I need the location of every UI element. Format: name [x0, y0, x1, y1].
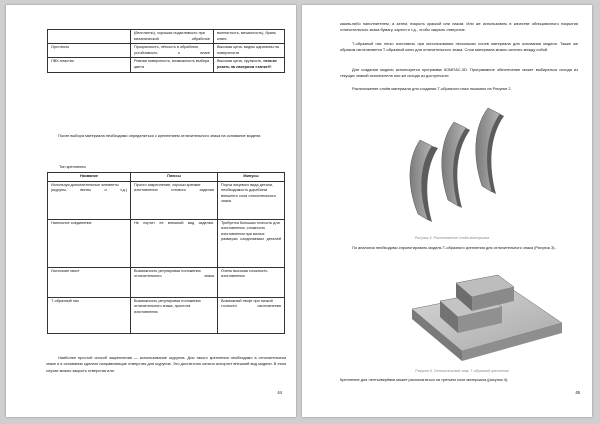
table-row [48, 44, 285, 58]
paragraph-layout: Расположение слоёв материала для создания Т-образного паза показано на Рисунке 2. [352, 86, 512, 91]
table-row [48, 297, 285, 333]
figure-4-caption: Рисунок 4. Расположение слоёв материала [414, 236, 490, 240]
table-cell: ПВХ-пластик [48, 58, 131, 72]
table-title: Тип крепления [59, 164, 86, 169]
table-cell: Требуется большая точность для изготовления, сложность изготовления при малых размерах соединяемых деталей [218, 219, 285, 267]
table-cell: Ровная поверхность, возможность выбора цвета [131, 58, 214, 72]
header-name: Название [48, 173, 131, 182]
paragraph-choice: После выбора материала необходимо определиться с креплением отличительного знака на основание модели. [58, 133, 262, 138]
table-cell: Оргстекло [48, 44, 131, 58]
paragraph-screws: Наиболее простой способ закрепления — использование шурупов. Для такого крепления необходимо в отличительном знаке и в основании сделать направляющие отверстия для шурупов. Это достаточно сильно испортит внешний вид модели. В этом случае можно закрыть отверстия или [46, 355, 286, 373]
table-cell: Ласточкин хвост [48, 267, 131, 297]
table-cell: Просто закрепление, хорошо крепкие изготовления готового изделия [131, 181, 218, 219]
header-pros: Плюсы [131, 173, 218, 182]
table-header-row [48, 173, 285, 182]
table-row [48, 181, 285, 219]
cons-text: Высокая цена, хрупкость, [217, 59, 263, 64]
table-cell [48, 30, 131, 44]
figure-5-caption: Рисунок 5. Отличительный знак. Т-образный крепления [415, 369, 509, 373]
table-row [48, 30, 285, 44]
laser-warning: нельзя резать на лазерном станке!!! [217, 59, 277, 69]
table-cell: Возможность регулировки положения отличительного знака [131, 267, 218, 297]
paragraph-analogy: По аналогии необходимо спроектировать модель Т-образного крепления для отличительного знака (Рисунок 3). [352, 245, 556, 250]
table-cell: Не портит ее внешний вид изделия. [131, 219, 218, 267]
page-number: 44 [277, 390, 282, 395]
paragraph-compas: Для создания модели используется программа КОМПАС-3D. Программное обеспечение может выбираться исходя из текущих знаний исполнителя или же исходя из доступности. [340, 67, 578, 79]
table-cell: Очень высокая сложность изготовления [218, 267, 285, 297]
layer-shape-2 [442, 122, 470, 208]
right-page [302, 5, 592, 417]
table-row [48, 58, 285, 72]
header-cons: Минусы [218, 173, 285, 182]
paragraph-cover: каким-либо наполнителем, а затем, покрыть краской или лаком. Или же использовать в качестве облицовочного покрытия отличительного знака бумагу, картон и т.д., чтобы закрыть отверстие. [340, 21, 578, 33]
table-cell: Возможный люфт при низкой точности изготовления [218, 297, 285, 333]
table-cell [214, 58, 285, 72]
paragraph-tslot: Т-образный паз легко изготовить при использовании нескольких слоев материала для основания модели. Также же образом изготовляется Т-образный ключ для отличительного знака. Слои материала можно склеить между собой. [340, 41, 578, 53]
table-row [48, 267, 285, 297]
table-cell: Т-образный паз [48, 297, 131, 333]
materials-table [47, 29, 285, 73]
left-page [6, 5, 296, 417]
table-cell: Прозрачность, лёгкость в обработке, устойчивость к влаге [131, 44, 214, 58]
layers-figure [398, 106, 528, 231]
table-cell: волнистость, мешистость), брань клаги [214, 30, 285, 44]
tslot-figure [402, 271, 572, 366]
table-cell: Высокая цена, видны царапины на поверхности [214, 44, 285, 58]
table-cell: (бесплатно), хорошая податливость при механической обработке [131, 30, 214, 44]
fixing-table [47, 172, 285, 334]
table-cell: Порча лицевого вида детали, необходимость доработки внешнего слоя отличительного знака [218, 181, 285, 219]
paragraph-ribbon: Крепление для ленты/верёвки может располагаться на третьем слое материала (рисунок 4). [340, 377, 509, 382]
layer-shape-3 [476, 108, 504, 194]
layer-shape-1 [410, 140, 438, 222]
page-number: 45 [575, 390, 580, 395]
table-cell: Возможность регулировки положения отличительного знака, простота изготовления [131, 297, 218, 333]
table-row [48, 219, 285, 267]
table-cell: Используя дополнительные элементы (шурупы, винты и т.д.) [48, 181, 131, 219]
table-cell: Нагельное соединение [48, 219, 131, 267]
